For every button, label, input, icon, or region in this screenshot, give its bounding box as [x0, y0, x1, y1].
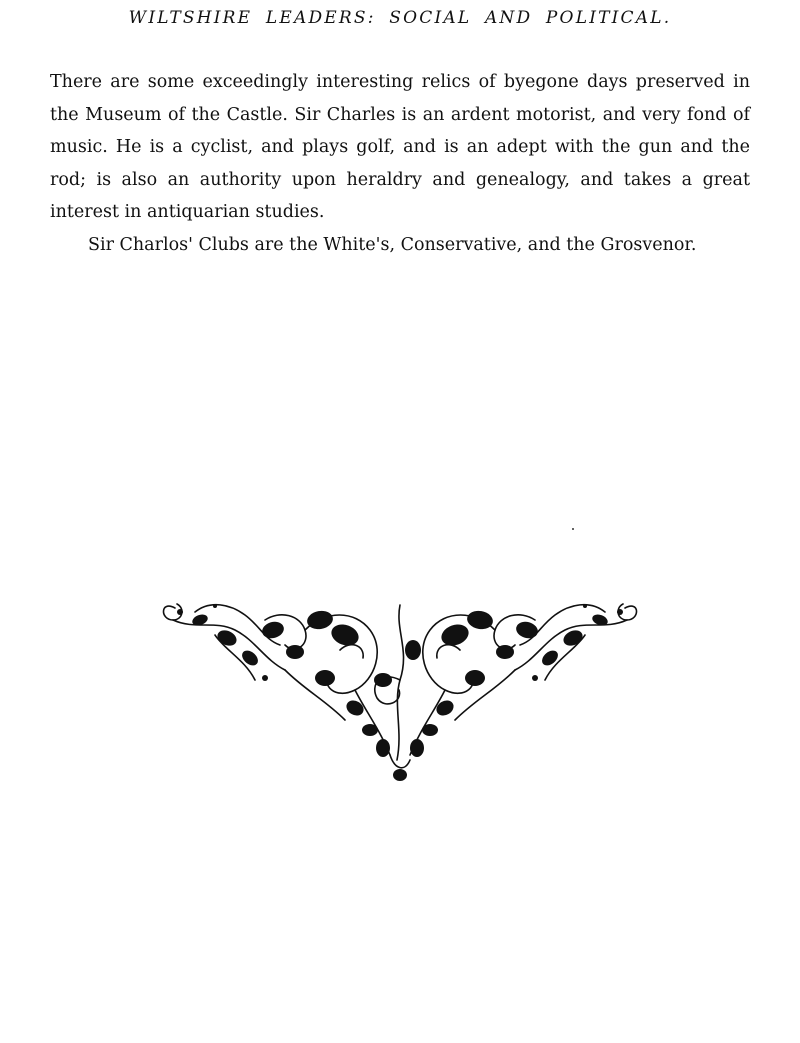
print-speck — [572, 528, 574, 530]
floral-tailpiece-ornament — [155, 590, 645, 790]
paragraph-2: Sir Charlos' Clubs are the White's, Conservative, and the Grosvenor. — [88, 234, 697, 255]
body-text — [50, 66, 750, 261]
running-head: WILTSHIRE LEADERS: SOCIAL AND POLITICAL. — [128, 8, 672, 28]
paragraph-1: There are some exceedingly interesting relics of byegone days preserved in the Museum of the Castle. Sir Charles is an ardent motorist, and very fond of music. He is a cyclist, and plays golf, and is an adept with the gun and the rod; is also an authority upon heraldry and genealogy, and takes a great interest in antiquarian studies. — [50, 72, 750, 222]
